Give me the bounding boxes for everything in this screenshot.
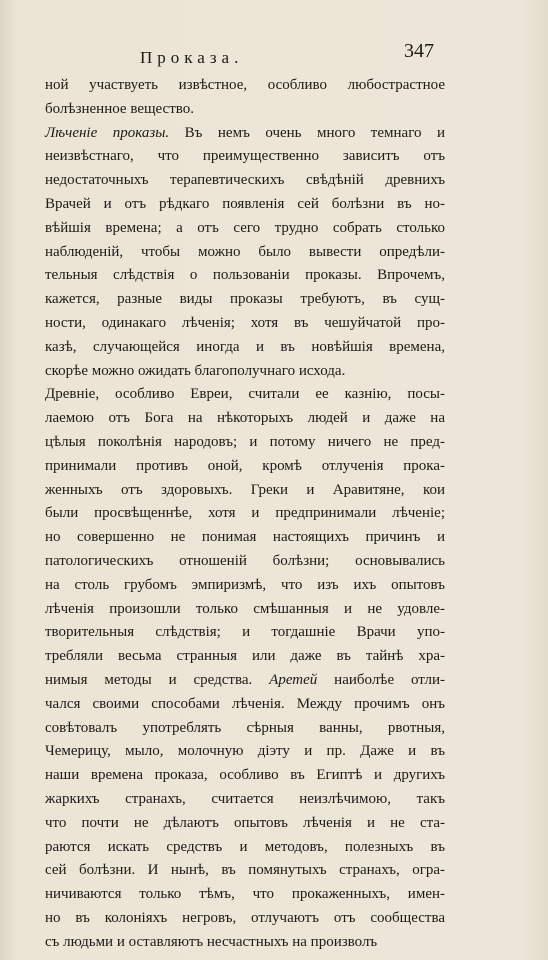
text-line: кажется, разные виды проказы требуютъ, въ сущ-	[45, 291, 445, 308]
text-line: что почти не дѣлаютъ опытовъ лѣченія и не ста-	[45, 814, 445, 831]
text-line: казѣ, случающейся иногда и въ новѣйшія времена,	[45, 338, 445, 355]
text-line: на столь грубомъ эмпиризмѣ, что изъ ихъ опытовъ	[45, 576, 445, 593]
text-line: совѣтовалъ употреблять сѣрныя ванны, рвотныя,	[45, 719, 445, 736]
text-line: цѣлыя поколѣнія народовъ; и потому ничего не пред-	[45, 433, 445, 450]
sidenote-heading: Лѣченіе проказы.	[45, 124, 170, 141]
aretaeus-name: Аретей	[269, 671, 318, 688]
text-line: были просвѣщеннѣе, хотя и предпринимали лѣченіе;	[45, 505, 445, 522]
text-line: Врачей и отъ рѣдкаго появленія сей болѣзни въ но-	[45, 195, 445, 212]
text-line: наши времена проказа, особливо въ Египтѣ и другихъ	[45, 767, 445, 784]
text-line: нимыя методы и средства. Аретей наиболѣе отли-	[45, 671, 445, 688]
text-line: принимали противъ оной, кромѣ отлученія прока-	[45, 457, 445, 474]
text-line: сей болѣзни. И нынѣ, въ помянутыхъ странахъ, огра-	[45, 862, 445, 879]
text-line: съ людьми и оставляютъ несчастныхъ на произволъ	[45, 933, 378, 950]
text-line: но въ колоніяхъ негровъ, отлучаютъ отъ сообщества	[45, 909, 445, 926]
text-line: раются искать средствъ и методовъ, полезныхъ въ	[45, 838, 445, 855]
text-line: чался своими способами лѣченія. Между прочимъ онъ	[45, 695, 445, 712]
page-header	[0, 40, 548, 72]
text-line: скорѣе можно ожидать благополучнаго исхода.	[45, 362, 346, 379]
text-line: недостаточныхъ терапевтическихъ свѣдѣній древнихъ	[45, 172, 445, 189]
text-line: тельныя слѣдствія о пользованіи проказы. Впрочемъ,	[45, 267, 445, 284]
text-line: болѣзненное вещество.	[45, 100, 194, 117]
text-line: ной участвуеть извѣстное, особливо любострастное	[45, 77, 445, 93]
text-line: Лѣченіе проказы. Въ немъ очень много темнаго и	[45, 124, 446, 141]
text-line: патологическихъ отношеній болѣзни; основывались	[45, 552, 445, 569]
page-number: 347	[404, 40, 434, 62]
text-line: вѣйшія времена; а отъ сего трудно собрать столько	[45, 219, 445, 236]
text-line: ности, одинакаго лѣченія; хотя въ чешуйчатой про-	[45, 314, 445, 331]
text-line: лаемою отъ Бога на нѣкоторыхъ людей и даже на	[45, 410, 445, 427]
text-line: Чемерицу, мыло, молочную діэту и пр. Даже и въ	[45, 743, 445, 760]
text-line: лѣченія произошли только смѣшанныя и не удовле-	[45, 600, 445, 617]
text-line: ничиваются только тѣмъ, что прокаженныхъ, имен-	[45, 886, 445, 903]
text-line: наблюденій, чтобы можно было вывести опредѣли-	[45, 243, 445, 260]
text-line: творительныя слѣдствія; и тогдашніе Врачи упо-	[45, 624, 445, 641]
text-line: но совершенно не понимая настоящихъ причинъ и	[45, 529, 445, 546]
body-text	[45, 74, 445, 954]
text-line: женныхъ отъ здоровыхъ. Греки и Аравитяне, кои	[45, 481, 445, 498]
text-line: жаркихъ странахъ, считается неизлѣчимою, такъ	[45, 790, 445, 807]
text-line: неизвѣстнаго, что преимущественно зависитъ отъ	[45, 148, 445, 165]
text-line: требляли весьма странныя или даже въ тайнѣ хра-	[45, 648, 445, 665]
text-line: Древніе, особливо Евреи, считали ее казнію, посы-	[45, 386, 445, 403]
running-title: Проказа.	[140, 48, 244, 67]
